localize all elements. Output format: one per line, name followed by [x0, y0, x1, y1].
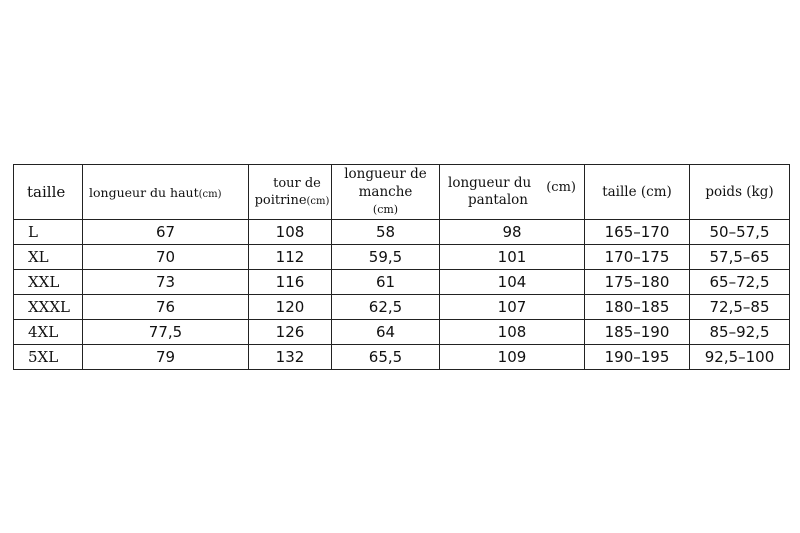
taille-cm-cell: 165–170	[585, 220, 690, 245]
header-taille-cm: taille (cm)	[585, 165, 690, 220]
tour-poitrine-cell: 108	[249, 220, 332, 245]
header-tour-poitrine-line2	[249, 192, 331, 210]
poids-cell: 50–57,5	[690, 220, 790, 245]
tour-poitrine-cell: 116	[249, 270, 332, 295]
longueur-pantalon-cell: 98	[440, 220, 585, 245]
poids-cell: 65–72,5	[690, 270, 790, 295]
header-poids: poids (kg)	[690, 165, 790, 220]
tour-poitrine-cell: 132	[249, 345, 332, 370]
poids-cell: 57,5–65	[690, 245, 790, 270]
header-tour-poitrine	[249, 165, 332, 220]
header-longueur-pantalon-line1: longueur du	[448, 175, 532, 191]
longueur-manche-cell: 62,5	[332, 295, 440, 320]
header-longueur-manche-line1: longueur de	[344, 166, 427, 182]
taille-cm-cell: 180–185	[585, 295, 690, 320]
table-row	[14, 320, 790, 345]
header-longueur-haut-label: longueur du haut	[89, 184, 199, 200]
header-tour-poitrine-line1: tour de	[273, 175, 321, 191]
size-chart-table	[13, 164, 790, 370]
longueur-haut-cell: 70	[83, 245, 249, 270]
header-longueur-pantalon	[440, 165, 585, 220]
longueur-haut-cell: 76	[83, 295, 249, 320]
table-row	[14, 270, 790, 295]
taille-cm-cell: 170–175	[585, 245, 690, 270]
longueur-haut-cell: 77,5	[83, 320, 249, 345]
tour-poitrine-cell: 112	[249, 245, 332, 270]
header-longueur-manche-unit: (cm)	[372, 203, 399, 216]
size-cell: XL	[14, 245, 83, 270]
header-longueur-manche-label: manche	[358, 184, 413, 200]
header-longueur-manche-line2	[332, 183, 439, 219]
header-longueur-manche	[332, 165, 440, 220]
size-cell: 5XL	[14, 345, 83, 370]
header-longueur-haut	[83, 165, 249, 220]
longueur-pantalon-cell: 107	[440, 295, 585, 320]
header-tour-poitrine-unit: (cm)	[306, 195, 330, 207]
size-cell: L	[14, 220, 83, 245]
table-row	[14, 245, 790, 270]
longueur-manche-cell: 64	[332, 320, 440, 345]
taille-cm-cell: 185–190	[585, 320, 690, 345]
table-row	[14, 220, 790, 245]
header-longueur-pantalon-unit: (cm)	[546, 180, 576, 195]
taille-cm-cell: 190–195	[585, 345, 690, 370]
table-row	[14, 295, 790, 320]
header-longueur-haut-unit: (cm)	[198, 188, 222, 200]
longueur-haut-cell: 73	[83, 270, 249, 295]
longueur-pantalon-cell: 109	[440, 345, 585, 370]
size-cell: 4XL	[14, 320, 83, 345]
size-cell: XXXL	[14, 295, 83, 320]
longueur-haut-cell: 67	[83, 220, 249, 245]
longueur-pantalon-cell: 101	[440, 245, 585, 270]
tour-poitrine-cell: 126	[249, 320, 332, 345]
longueur-manche-cell: 65,5	[332, 345, 440, 370]
tour-poitrine-cell: 120	[249, 295, 332, 320]
poids-cell: 85–92,5	[690, 320, 790, 345]
header-tour-poitrine-label: poitrine	[254, 192, 307, 208]
taille-cm-cell: 175–180	[585, 270, 690, 295]
header-row	[14, 165, 790, 220]
header-taille: taille	[14, 165, 83, 220]
poids-cell: 92,5–100	[690, 345, 790, 370]
longueur-manche-cell: 59,5	[332, 245, 440, 270]
longueur-manche-cell: 58	[332, 220, 440, 245]
longueur-haut-cell: 79	[83, 345, 249, 370]
longueur-pantalon-cell: 108	[440, 320, 585, 345]
table-row	[14, 345, 790, 370]
header-longueur-pantalon-line2: pantalon	[468, 192, 528, 208]
longueur-manche-cell: 61	[332, 270, 440, 295]
longueur-pantalon-cell: 104	[440, 270, 585, 295]
poids-cell: 72,5–85	[690, 295, 790, 320]
size-cell: XXL	[14, 270, 83, 295]
